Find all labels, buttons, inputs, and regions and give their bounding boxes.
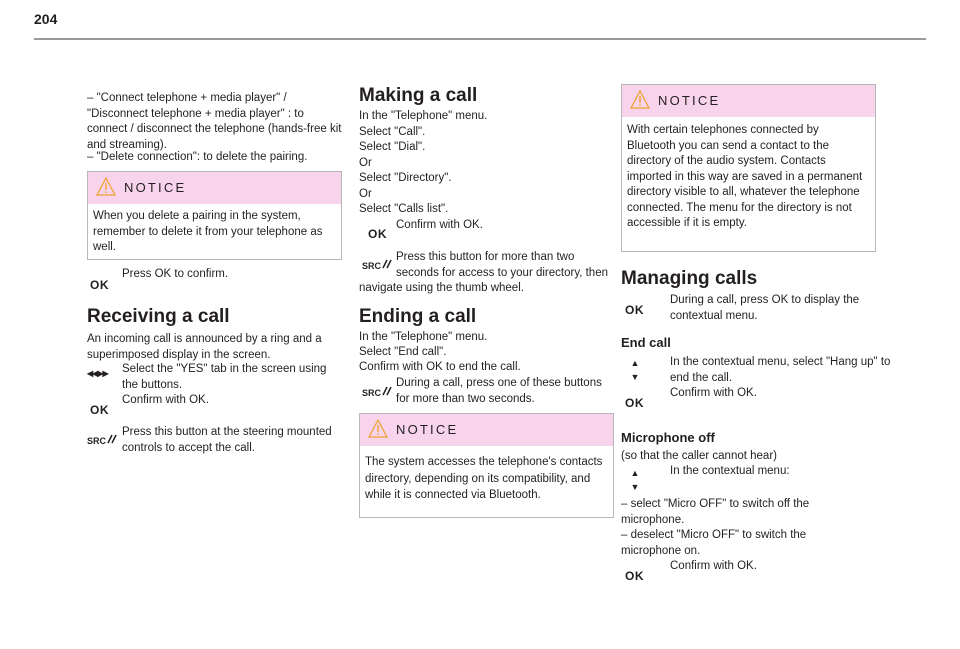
src-label: SRC — [362, 261, 382, 271]
receiving-heading: Receiving a call — [87, 306, 230, 327]
ok-icon: OK — [625, 396, 644, 410]
src-button-icon — [362, 386, 392, 402]
src-label: SRC — [87, 436, 107, 446]
managing-text: During a call, press OK to display the contextual menu. — [670, 294, 860, 322]
top-rule — [34, 38, 926, 40]
notice-body: With certain telephones connected by Bluetooth you can send a contact to the directory of the audio system. Contacts imported in this way are saved in a permanent directory visible to all, whatever the telephone connected. The menu for the directory is not accessible if it is empty. — [627, 124, 863, 229]
notice-title: NOTICE — [396, 422, 459, 437]
notice-box-1 — [87, 171, 342, 260]
ending-heading: Ending a call — [359, 306, 477, 327]
up-arrow-icon: ▲ — [630, 358, 640, 368]
mic-deselect-text: – deselect "Micro OFF" to switch the microphone on. — [621, 529, 807, 557]
managing-heading: Managing calls — [621, 268, 758, 289]
src-label: SRC — [362, 388, 382, 398]
select-yes-text: Select the "YES" tab in the screen using the buttons. — [122, 363, 327, 391]
notice-header — [88, 172, 341, 204]
ending-step: In the "Telephone" menu. — [359, 331, 488, 343]
warning-icon — [630, 90, 650, 109]
press-steering-text: Press this button at the steering mounted controls to accept the call. — [122, 426, 332, 454]
ending-press-text: During a call, press one of these buttons for more than two seconds. — [396, 377, 602, 405]
down-arrow-icon: ▼ — [630, 372, 640, 382]
wheel-marks-icon — [381, 259, 392, 269]
end-call-confirm: Confirm with OK. — [670, 387, 757, 399]
ending-step: Confirm with OK to end the call. — [359, 361, 521, 373]
notice-box-2 — [359, 413, 614, 518]
mic-intro: (so that the caller cannot hear) — [621, 450, 777, 462]
notice-body: When you delete a pairing in the system, remember to delete it from your telephone as well. — [93, 210, 323, 253]
press-ok-text: Press OK to confirm. — [122, 268, 229, 280]
making-heading: Making a call — [359, 85, 478, 106]
making-step: Select "Directory". — [359, 172, 452, 184]
making-step: Select "Calls list". — [359, 203, 449, 215]
receiving-intro: An incoming call is announced by a ring and a superimposed display in the screen. — [87, 333, 322, 361]
end-call-heading: End call — [621, 335, 671, 350]
notice-body: The system accesses the telephone's contacts directory, depending on its compatibility, and while it is connected via Bluetooth. — [365, 456, 603, 501]
making-confirm-text: Confirm with OK. — [396, 219, 483, 231]
warning-icon — [368, 419, 388, 438]
making-step: In the "Telephone" menu. — [359, 110, 488, 122]
mic-confirm-text: Confirm with OK. — [670, 560, 757, 572]
wheel-marks-icon — [106, 434, 117, 444]
warning-icon — [96, 177, 116, 196]
making-step: Or — [359, 157, 372, 169]
ending-step: Select "End call". — [359, 346, 447, 358]
mic-menu-text: In the contextual menu: — [670, 465, 790, 477]
making-step: Or — [359, 188, 372, 200]
src-button-icon — [87, 434, 117, 450]
ok-icon: OK — [368, 227, 387, 241]
making-step: Select "Call". — [359, 126, 426, 138]
notice-title: NOTICE — [124, 180, 187, 195]
notice-header — [622, 85, 875, 117]
end-call-text: In the contextual menu, select "Hang up" to end the call. — [670, 356, 891, 384]
making-press-text: Press this button for more than two seconds for access to your directory, then — [396, 251, 608, 279]
making-step: Select "Dial". — [359, 141, 426, 153]
ok-icon: OK — [625, 569, 644, 583]
delete-text: – "Delete connection": to delete the pairing. — [87, 151, 308, 163]
src-button-icon — [362, 259, 392, 275]
ok-icon: OK — [625, 303, 644, 317]
seek-arrows-icon: ◀◀▶▶ — [87, 369, 108, 378]
page-number: 204 — [34, 11, 58, 27]
notice-title: NOTICE — [658, 93, 721, 108]
wheel-marks-icon — [381, 386, 392, 396]
ok-icon: OK — [90, 403, 109, 417]
disconnect-text: – "Connect telephone + media player" / "Disconnect telephone + media player" : to connect / disconnect the telephone (hands-free kit and streaming). — [87, 92, 342, 151]
ok-icon: OK — [90, 278, 109, 292]
up-arrow-icon: ▲ — [630, 468, 640, 478]
notice-box-3 — [621, 84, 876, 252]
making-press-text-cont: navigate using the thumb wheel. — [359, 282, 524, 294]
mic-select-text: – select "Micro OFF" to switch off the microphone. — [621, 498, 810, 526]
confirm-ok-text: Confirm with OK. — [122, 394, 209, 406]
down-arrow-icon: ▼ — [630, 482, 640, 492]
mic-heading: Microphone off — [621, 430, 715, 445]
notice-header — [360, 414, 613, 446]
